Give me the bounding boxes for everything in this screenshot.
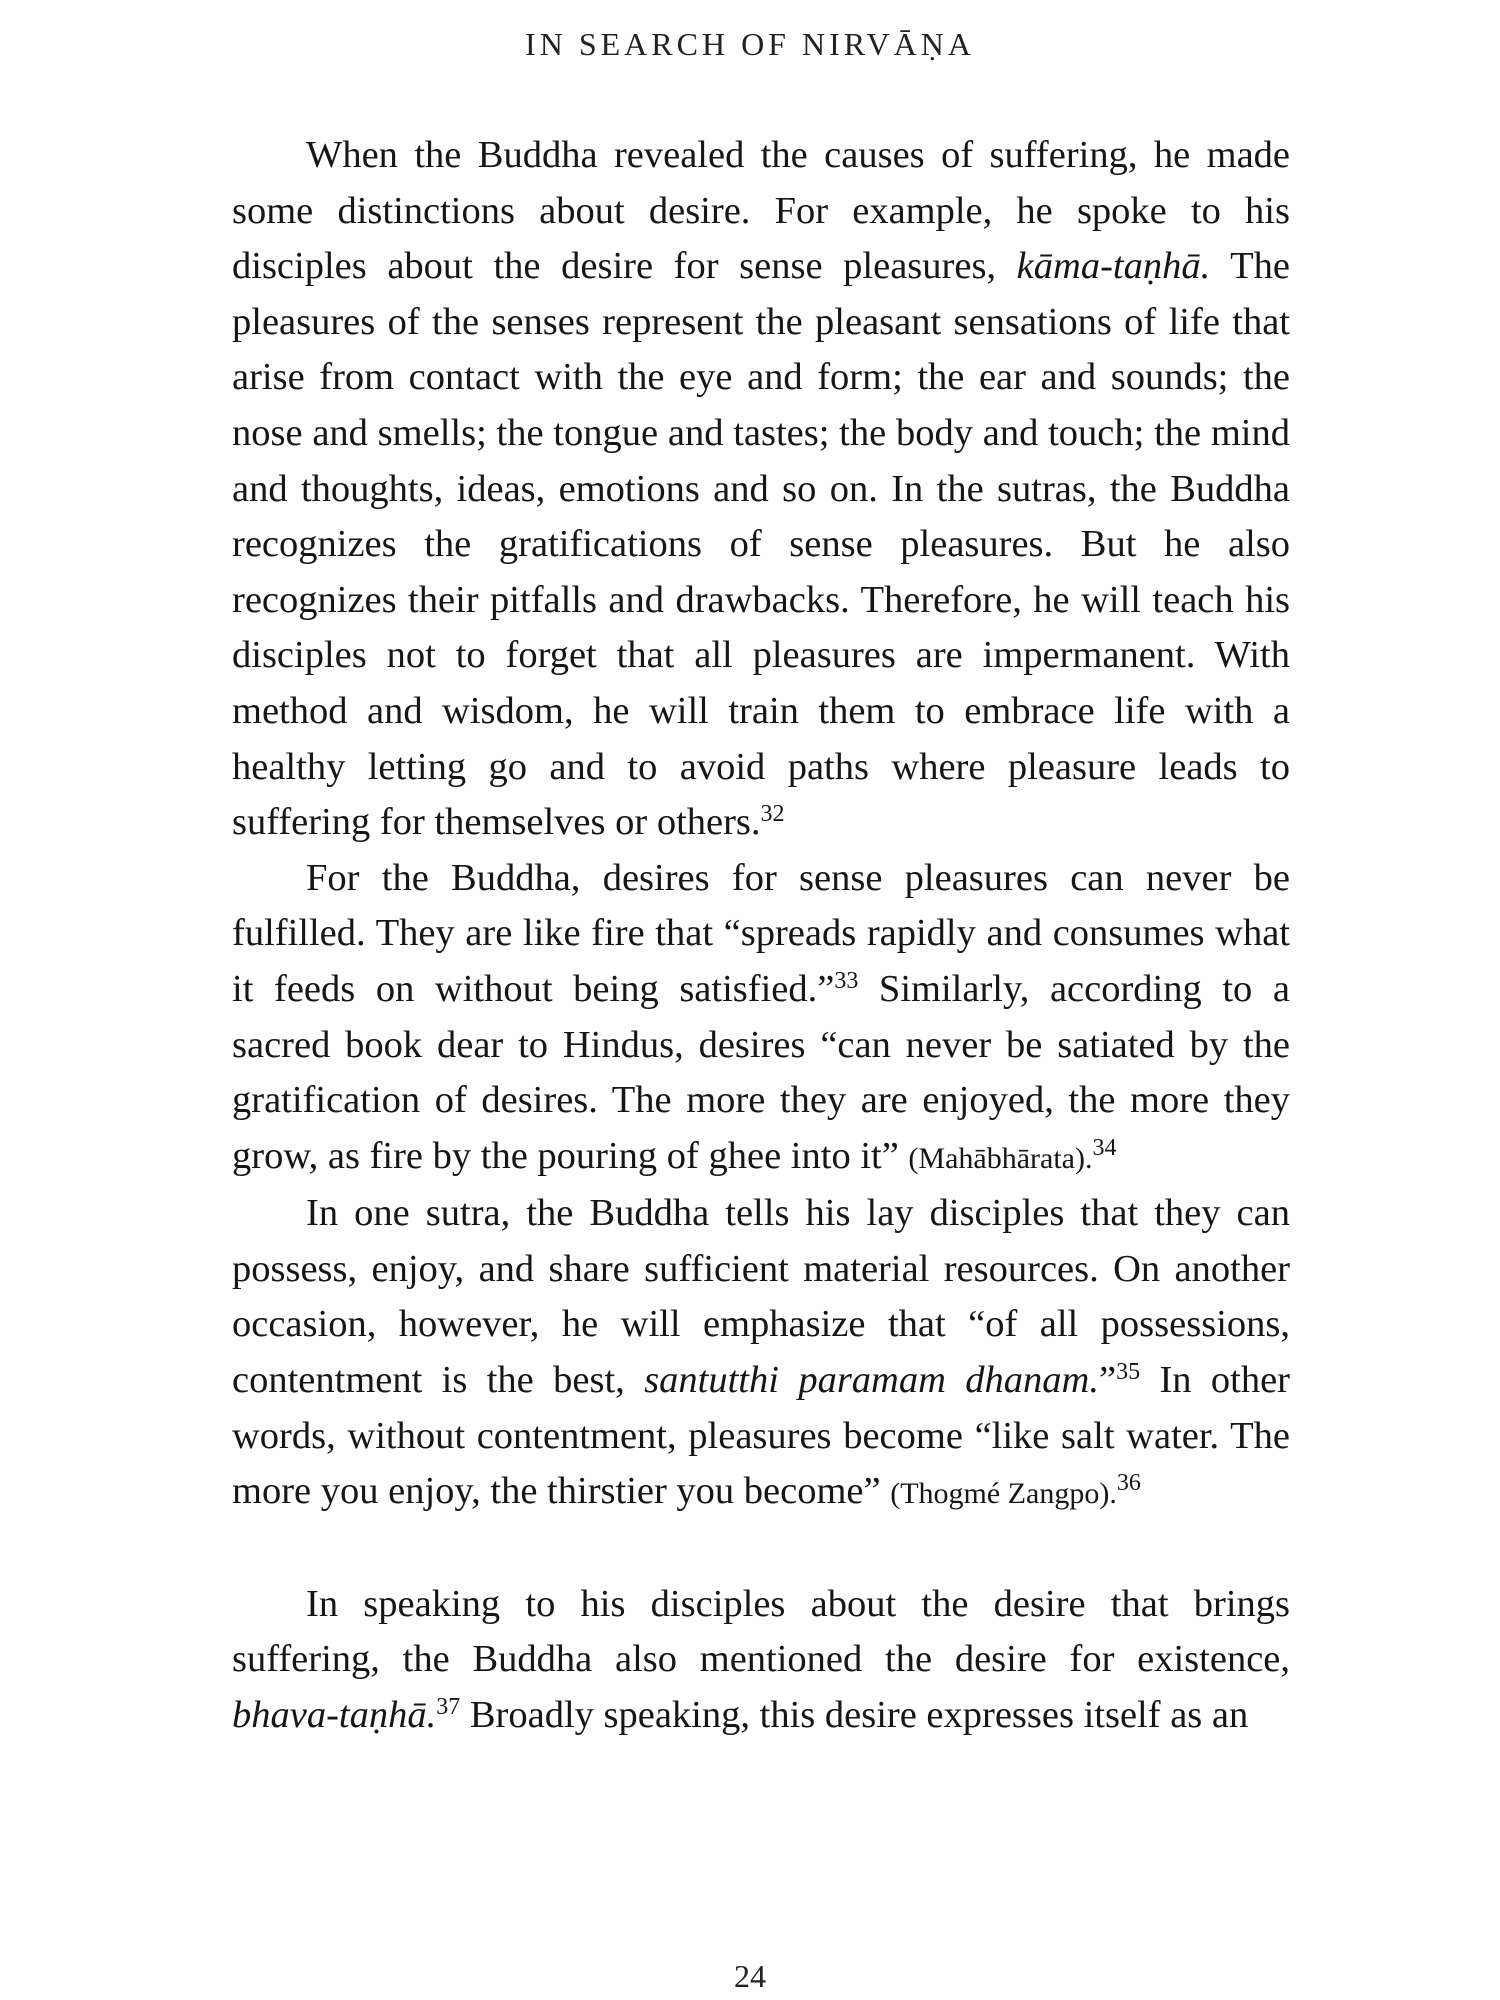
paragraph-2 bbox=[232, 851, 1290, 1187]
footnote-ref: 34 bbox=[1092, 1134, 1117, 1161]
text-run: In other words, without contentment, pleasures become “like salt water. The more you enjoy, the thirstier you become” bbox=[232, 1359, 1290, 1513]
running-head: IN SEARCH OF NIRVĀṆA bbox=[525, 26, 975, 62]
footnote-ref: 36 bbox=[1116, 1470, 1141, 1497]
footnote-ref: 33 bbox=[834, 967, 859, 994]
footnote-ref: 32 bbox=[760, 800, 785, 827]
paragraph-3 bbox=[232, 1186, 1290, 1522]
citation: (Thogmé Zangpo). bbox=[890, 1477, 1117, 1511]
text-run: Broadly speaking, this desire expresses itself as an bbox=[460, 1694, 1249, 1737]
footnote-ref: 37 bbox=[436, 1693, 461, 1720]
paragraph-1 bbox=[232, 128, 1290, 851]
text-run: For the Buddha, desires for sense pleasures can never be fulfilled. They are like fire that “spreads rapidly and consumes what it feeds on without being satisfied.” bbox=[232, 856, 1290, 1010]
italic-term: bhava-taṇhā. bbox=[232, 1694, 437, 1737]
footnote-ref: 35 bbox=[1116, 1358, 1141, 1385]
text-run: The pleasures of the senses represent the pleasant sensations of life that arise from contact with the eye and form; the ear and sounds; the nose and smells; the tongue and tastes; the body and touch; the mind and thoughts, ideas, emotions and so on. In the sutras, the Buddha recognizes the gratifications of sense pleasures. But he also recognizes their pitfalls and drawbacks. Therefore, he will teach his disciples not to forget that all pleasures are impermanent. With method and wisdom, he will train them to embrace life with a healthy letting go and to avoid paths where pleasure leads to suffering for themselves or others. bbox=[232, 245, 1290, 844]
italic-term: kāma-taṇhā. bbox=[1016, 245, 1211, 288]
paragraph-4 bbox=[232, 1577, 1290, 1744]
italic-term: santutthi paramam dhanam. bbox=[644, 1359, 1099, 1402]
citation: (Mahābhārata). bbox=[908, 1141, 1093, 1175]
text-run: In speaking to his disciples about the desire that brings suffering, the Buddha also mentioned the desire for existence, bbox=[232, 1582, 1290, 1681]
text-run: ” bbox=[1098, 1359, 1117, 1402]
text-run: Similarly, according to a sacred book dear to Hindus, desires “can never be satiated by the gratification of desires. The more they are enjoyed, the more they grow, as fire by the pouring of ghee into it” bbox=[232, 967, 1290, 1177]
body-text bbox=[232, 128, 1290, 1744]
page-number: 24 bbox=[734, 1958, 766, 1994]
text-run: In one sutra, the Buddha tells his lay disciples that they can possess, enjoy, and share sufficient material resources. On another occasion, however, he will emphasize that “of all possessions, contentment is the best, bbox=[232, 1192, 1290, 1402]
text-run: When the Buddha revealed the causes of suffering, he made some distinctions about desire. For example, he spoke to his disciples about the desire for sense pleasures, bbox=[232, 134, 1290, 288]
